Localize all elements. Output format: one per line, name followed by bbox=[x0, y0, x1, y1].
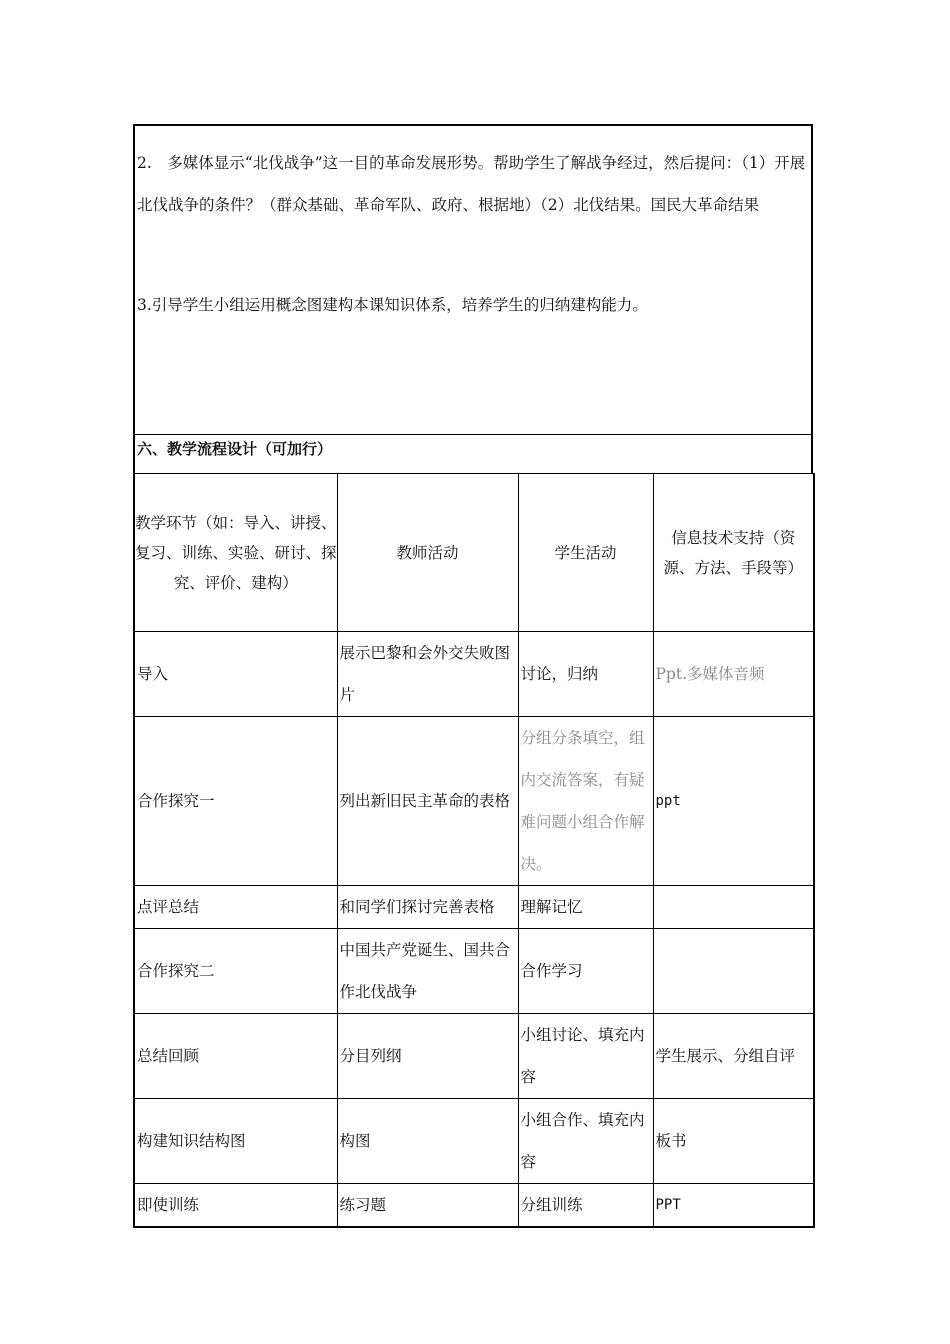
cell-it: 板书 bbox=[653, 1099, 814, 1184]
cell-teacher: 构图 bbox=[337, 1099, 518, 1184]
cell-it: Ppt.多媒体音频 bbox=[653, 632, 814, 717]
cell-it: 学生展示、分组自评 bbox=[653, 1014, 814, 1099]
cell-student: 理解记忆 bbox=[518, 886, 653, 929]
cell-teacher: 列出新旧民主革命的表格 bbox=[337, 717, 518, 886]
table-row bbox=[134, 886, 814, 929]
table-row bbox=[134, 1184, 814, 1228]
table-header-row bbox=[134, 474, 814, 632]
cell-teacher: 和同学们探讨完善表格 bbox=[337, 886, 518, 929]
table-row bbox=[134, 1099, 814, 1184]
cell-teacher: 展示巴黎和会外交失败图片 bbox=[337, 632, 518, 717]
cell-stage: 总结回顾 bbox=[134, 1014, 337, 1099]
teaching-steps-box bbox=[133, 124, 813, 473]
cell-stage: 构建知识结构图 bbox=[134, 1099, 337, 1184]
cell-teacher: 分目列纲 bbox=[337, 1014, 518, 1099]
cell-it: PPT bbox=[653, 1184, 814, 1228]
cell-student: 讨论，归纳 bbox=[518, 632, 653, 717]
table-row bbox=[134, 717, 814, 886]
cell-it bbox=[653, 886, 814, 929]
cell-student: 小组讨论、填充内容 bbox=[518, 1014, 653, 1099]
cell-student: 分组分条填空，组内交流答案，有疑难问题小组合作解决。 bbox=[518, 717, 653, 886]
header-student: 学生活动 bbox=[518, 474, 653, 632]
teaching-flow-table bbox=[133, 473, 815, 1228]
section-title: 六、教学流程设计（可加行） bbox=[135, 434, 811, 473]
cell-student: 合作学习 bbox=[518, 929, 653, 1014]
header-stage: 教学环节（如：导入、讲授、复习、训练、实验、研讨、探究、评价、建构） bbox=[134, 474, 337, 632]
cell-teacher: 中国共产党诞生、国共合作北伐战争 bbox=[337, 929, 518, 1014]
cell-stage: 合作探究一 bbox=[134, 717, 337, 886]
intro-text-area bbox=[135, 126, 811, 434]
cell-stage: 即使训练 bbox=[134, 1184, 337, 1228]
cell-teacher: 练习题 bbox=[337, 1184, 518, 1228]
document-page bbox=[133, 124, 813, 1228]
cell-it bbox=[653, 929, 814, 1014]
table-row bbox=[134, 929, 814, 1014]
cell-it: ppt bbox=[653, 717, 814, 886]
cell-student: 分组训练 bbox=[518, 1184, 653, 1228]
header-teacher: 教师活动 bbox=[337, 474, 518, 632]
intro-paragraph-3: 3.引导学生小组运用概念图建构本课知识体系，培养学生的归纳建构能力。 bbox=[137, 296, 648, 314]
table-row bbox=[134, 1014, 814, 1099]
cell-stage: 导入 bbox=[134, 632, 337, 717]
table-row bbox=[134, 632, 814, 717]
cell-stage: 合作探究二 bbox=[134, 929, 337, 1014]
header-it: 信息技术支持（资源、方法、手段等） bbox=[653, 474, 814, 632]
cell-student: 小组合作、填充内容 bbox=[518, 1099, 653, 1184]
intro-paragraph-2: 2. 多媒体显示“北伐战争”这一目的革命发展形势。帮助学生了解战争经过，然后提问：（1）开展北伐战争的条件？（群众基础、革命军队、政府、根据地）（2）北伐结果。国民大革命结果 bbox=[137, 154, 806, 214]
cell-stage: 点评总结 bbox=[134, 886, 337, 929]
